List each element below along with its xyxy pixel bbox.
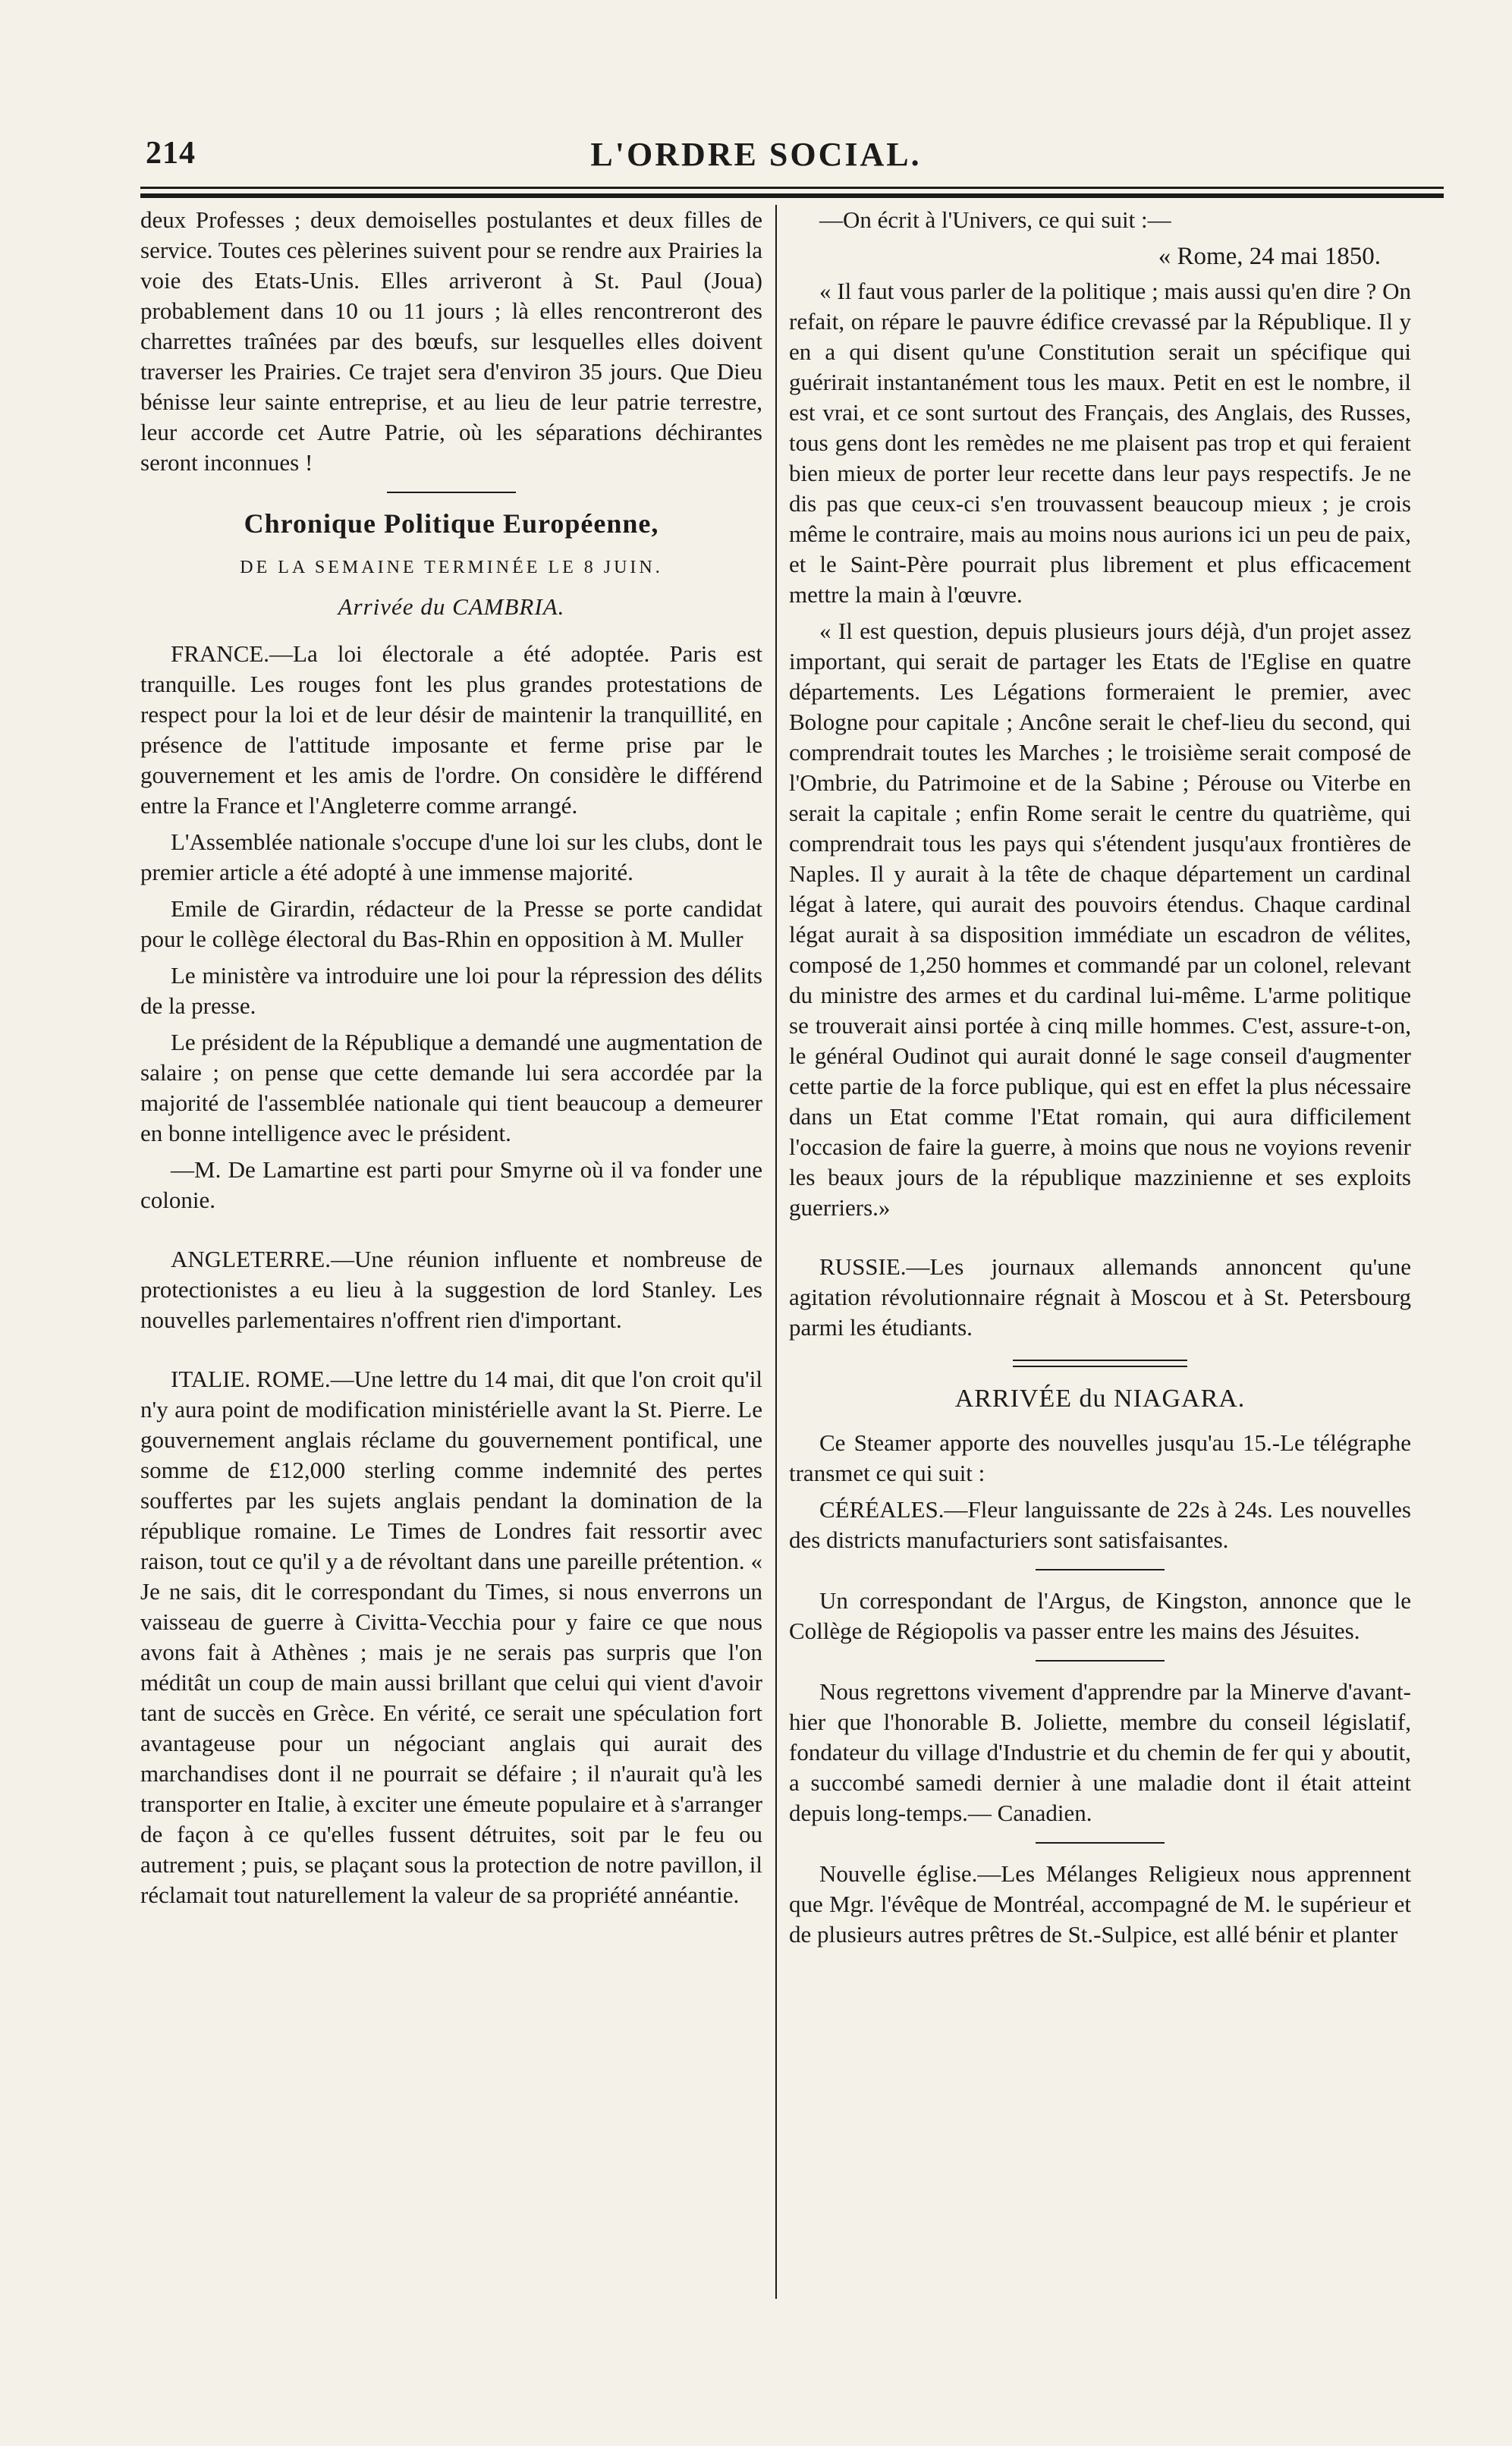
univers-paragraph-2: « Il est question, depuis plusieurs jours déjà, d'un projet assez important, qui serait de partager les Etats de l'Eglise en quatre départements. Les Légations formeraient le premier, avec Bologne pour capitale ; Ancône serait le chef-lieu du second, qui comprendrait toutes les Marches ; le troisième serait composé de l'Ombrie, du Patrimoine et de la Sabine ; Pérouse ou Viterbe en serait la capitale ; enfin Rome serait le centre du quatrième, qui comprendrait tous les pays qui s'étendent jusqu'aux frontières de Naples. Il y aurait à la tête de chaque département un cardinal légat à latere, qui aurait des pouvoirs étendus. Chaque cardinal légat aurait à sa disposition immédiate un escadron de vélites, composé de 1,250 hommes et commandé par un colonel, relevant du ministre des armes et du cardinal lui-même. L'arme politique se trouverait ainsi portée à cinq mille hommes. C'est, assure-t-on, le général Oudinot qui aurait donné le sage conseil d'augmenter cette partie de la force publique, qui est en effet la plus nécessaire dans un Etat comme l'Etat romain, qui aura difficilement l'occasion de faire la guerre, à moins que nous ne voyions revenir les beaux jours de la république mazzinienne et ses exploits guerriers.» [789, 618, 1411, 1221]
univers-paragraph-1: « Il faut vous parler de la politique ; mais aussi qu'en dire ? On refait, on répare le pauvre édifice crevassé par la République. Il y en a qui disent qu'une Constitution serait un spécifique qui guérirait instantanément tous les maux. Petit en est le nombre, il est vrai, et ce sont surtout des Français, des Anglais, des Russes, tous gens dont les remèdes ne me plaisent pas trop et qui feraient bien mieux de porter leur recette dans leur pays respectifs. Je ne dis pas que ceux-ci s'en trouvassent beaucoup mieux ; je crois même le contraire, mais au moins nous aurions ici un peu de paix, et le Saint-Père pourrait plus librement et plus efficacement mettre la main à l'œuvre. [789, 278, 1411, 608]
left-column [140, 205, 762, 1916]
section-divider [1036, 1842, 1165, 1844]
nouvelle-eglise-paragraph: Nouvelle église.—Les Mélanges Religieux nous apprennent que Mgr. l'évêque de Montréal, accompagné de M. le supérieur et de plusieurs autres prêtres de St.-Sulpice, est allé bénir et planter [789, 1860, 1411, 1948]
france-paragraph-1: FRANCE.—La loi électorale a été adoptée. Paris est tranquille. Les rouges font les plus grandes protestations de respect pour la loi et de leur désir de maintenir la tranquillité, en présence de l'attitude imposante et ferme prise par le gouvernement et les amis de l'ordre. On considère le différend entre la France et l'Angleterre comme arrangé. [140, 640, 762, 819]
section-divider [1036, 1569, 1165, 1570]
arrivee-cambria-heading: Arrivée du CAMBRIA. [338, 593, 565, 620]
spacer [140, 1221, 762, 1244]
russie-paragraph: RUSSIE.—Les journaux allemands annoncent qu'une agitation révolutionnaire régnait à Moscou et à St. Petersbourg parmi les étudiants. [789, 1253, 1411, 1341]
france-paragraph-5: Le président de la République a demandé une augmentation de salaire ; on pense que cette demande lui sera accordée par la majorité de l'assemblée nationale qui tient beaucoup a demeurer en bonne intelligence avec le président. [140, 1029, 762, 1146]
univers-intro: —On écrit à l'Univers, ce qui suit :— [819, 206, 1171, 233]
france-paragraph-3: Emile de Girardin, rédacteur de la Presse se porte candidat pour le collège électoral du Bas-Rhin en opposition à M. Muller [140, 895, 762, 952]
niagara-heading: ARRIVÉE du NIAGARA. [954, 1385, 1246, 1413]
page-number: 214 [146, 136, 196, 171]
france-paragraph-2: L'Assemblée nationale s'occupe d'une loi sur les clubs, dont le premier article a été adopté à une immense majorité. [140, 828, 762, 885]
header-rule-thick [140, 193, 1444, 198]
cereales-paragraph: CÉRÉALES.—Fleur languissante de 22s à 24s. Les nouvelles des districts manufacturiers sont satisfaisantes. [789, 1496, 1411, 1553]
univers-dateline: « Rome, 24 mai 1850. [1158, 243, 1381, 270]
france-paragraph-6: —M. De Lamartine est parti pour Smyrne où il va fonder une colonie. [140, 1156, 762, 1213]
niagara-paragraph: Ce Steamer apporte des nouvelles jusqu'au 15.-Le télégraphe transmet ce qui suit : [789, 1429, 1411, 1486]
section-divider [1036, 1660, 1165, 1662]
spacer [140, 1341, 762, 1364]
spacer [789, 1229, 1411, 1252]
argus-paragraph: Un correspondant de l'Argus, de Kingston, annonce que le Collège de Régiopolis va passer entre les mains des Jésuites. [789, 1587, 1411, 1644]
header-rule-thin [140, 187, 1444, 189]
chronique-heading: Chronique Politique Européenne, [244, 508, 659, 539]
journal-title: L'ORDRE SOCIAL. [590, 136, 922, 173]
section-divider-double [1013, 1360, 1187, 1367]
section-divider [387, 492, 516, 493]
nuns-journey-paragraph: deux Professes ; deux demoiselles postulantes et deux filles de service. Toutes ces pèlerines suivent pour se rendre aux Prairies la voie des Etats-Unis. Elles arriveront à St. Paul (Joua) probablement dans 10 ou 11 jours ; là elles rencontreront des charrettes traînées par des bœufs, sur lesquelles elles doivent traverser les Prairies. Ce trajet sera d'environ 35 jours. Que Dieu bénisse leur sainte entreprise, et au lieu de leur patrie terrestre, leur accorde cet Autre Patrie, où les séparations déchirantes seront inconnues ! [140, 206, 762, 476]
minerve-paragraph: Nous regrettons vivement d'apprendre par la Minerve d'avant-hier que l'honorable B. Joliette, membre du conseil législatif, fondateur du village d'Industrie et du chemin de fer qui y aboutit, a succombé samedi dernier à une maladie dont il était atteint depuis long-temps.— Canadien. [789, 1678, 1411, 1826]
right-column [789, 205, 1411, 1956]
chronique-subheading: DE LA SEMAINE TERMINÉE LE 8 JUIN. [240, 558, 663, 577]
italie-paragraph: ITALIE. ROME.—Une lettre du 14 mai, dit que l'on croit qu'il n'y aura point de modification ministérielle avant la St. Pierre. Le gouvernement anglais réclame du gouvernement pontifical, une somme de £12,000 sterling comme indemnité des pertes souffertes par les sujets anglais pendant la domination de la république romaine. Le Times de Londres fait ressortir avec raison, tout ce qu'il y a de révoltant dans une pareille prétention. « Je ne sais, dit le correspondant du Times, si nous enverrons un vaisseau de guerre à Civitta-Vecchia pour y faire ce que nous avons fait à Athènes ; mais je ne serais pas surpris que l'on méditât un coup de main aussi brillant que celui qui vient d'avoir tant de succès en Grèce. En vérité, ce serait une spéculation fort avantageuse pour un négociant anglais qui aurait des marchandises dont il ne pourrait se défaire ; il n'aurait qu'à les transporter en Italie, à exciter une émeute populaire et à s'arranger de façon à ce qu'elles fussent détruites, soit par le feu ou autrement ; puis, se plaçant sous la protection de notre pavillon, il réclamait tout naturellement la valeur de sa propriété annéantie. [140, 1366, 762, 1908]
angleterre-paragraph: ANGLETERRE.—Une réunion influente et nombreuse de protectionistes a eu lieu à la suggestion de lord Stanley. Les nouvelles parlementaires n'offrent rien d'important. [140, 1246, 762, 1333]
column-divider [775, 205, 777, 2299]
france-paragraph-4: Le ministère va introduire une loi pour la répression des délits de la presse. [140, 962, 762, 1019]
running-head [0, 135, 1512, 181]
